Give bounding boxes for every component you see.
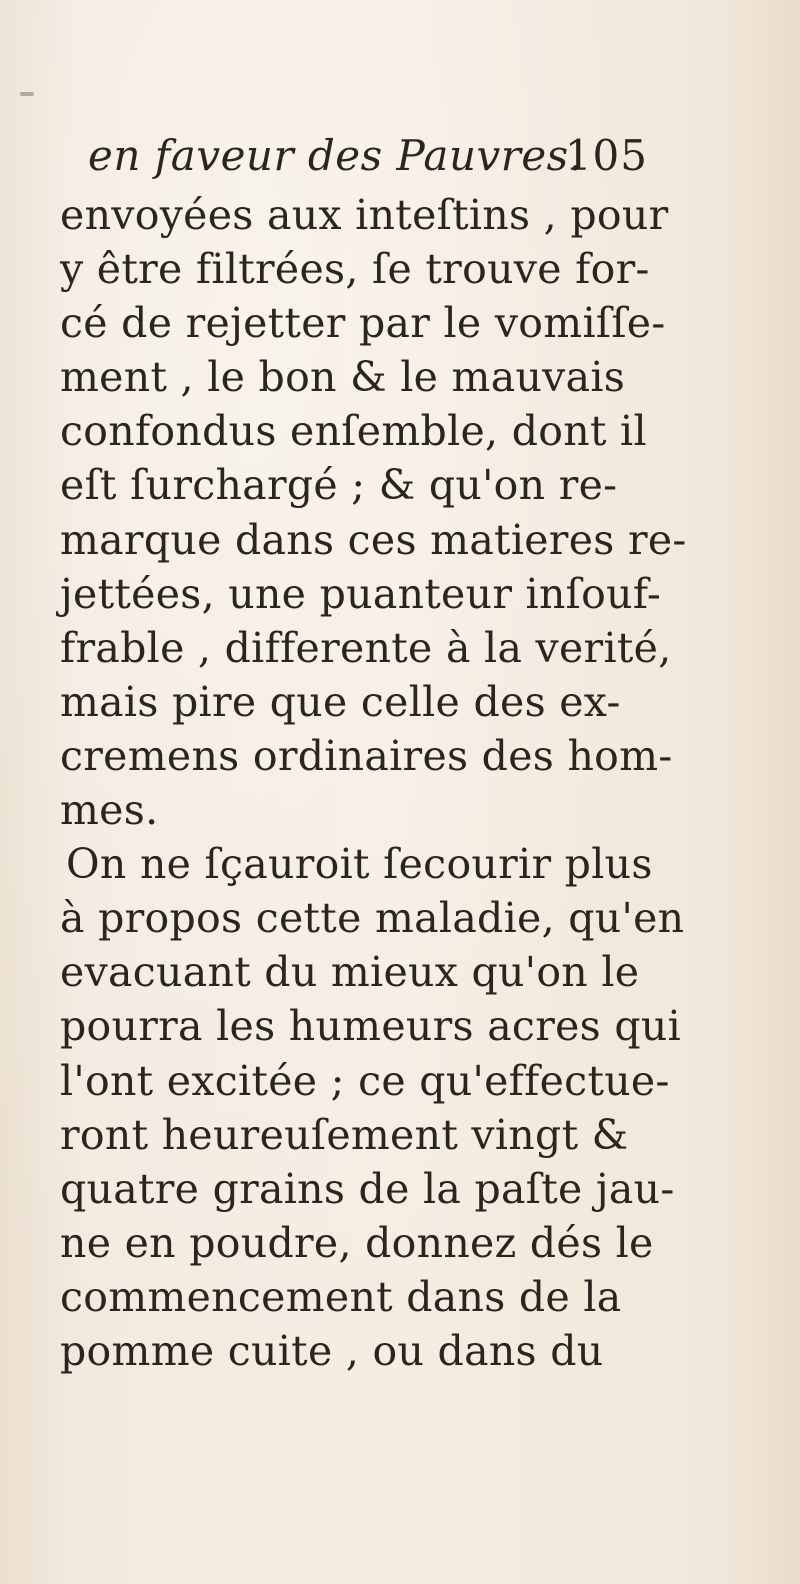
text-line: ment , le bon & le mauvais <box>60 353 626 402</box>
text-line: eſt ſurchargé ; & qu'on re- <box>60 461 618 510</box>
text-line: envoyées aux inteſtins , pour <box>60 191 669 239</box>
text-line: jettées, une puanteur inſouf- <box>60 569 661 618</box>
text-line: l'ont excitée ; ce qu'effectue- <box>60 1056 670 1105</box>
text-line: ne en poudre, donnez dés le <box>60 1218 654 1267</box>
text-line: cremens ordinaires des hom- <box>60 731 673 780</box>
text-line: confondus enſemble, dont il <box>60 407 647 456</box>
text-line: pourra les humeurs acres qui <box>60 1002 681 1051</box>
text-line: cé de rejetter par le vomiſſe- <box>60 299 666 348</box>
text-line: quatre grains de la paſte jau- <box>60 1164 675 1213</box>
text-line: commencement dans de la <box>60 1272 622 1321</box>
paper-speck <box>20 92 34 96</box>
text-line: à propos cette maladie, qu'en <box>60 894 685 943</box>
text-line: marque dans ces matieres re- <box>60 515 687 564</box>
body-text <box>60 188 687 1378</box>
running-head: en faveur des Pauvres. <box>88 131 583 180</box>
text-line: frable , differente à la verité, <box>60 623 672 672</box>
paragraph-start-line: On ne ſçauroit ſecourir plus <box>66 840 653 889</box>
text-line: evacuant du mieux qu'on le <box>60 948 640 997</box>
text-line: ront heureuſement vingt & <box>60 1110 629 1159</box>
text-line: mais pire que celle des ex- <box>60 677 621 726</box>
text-line: mes. <box>60 786 159 835</box>
page-number: 105 <box>564 131 648 180</box>
text-line: pomme cuite , ou dans du <box>60 1326 604 1375</box>
page-header <box>88 126 648 186</box>
text-line: y être filtrées, ſe trouve for- <box>60 245 650 294</box>
